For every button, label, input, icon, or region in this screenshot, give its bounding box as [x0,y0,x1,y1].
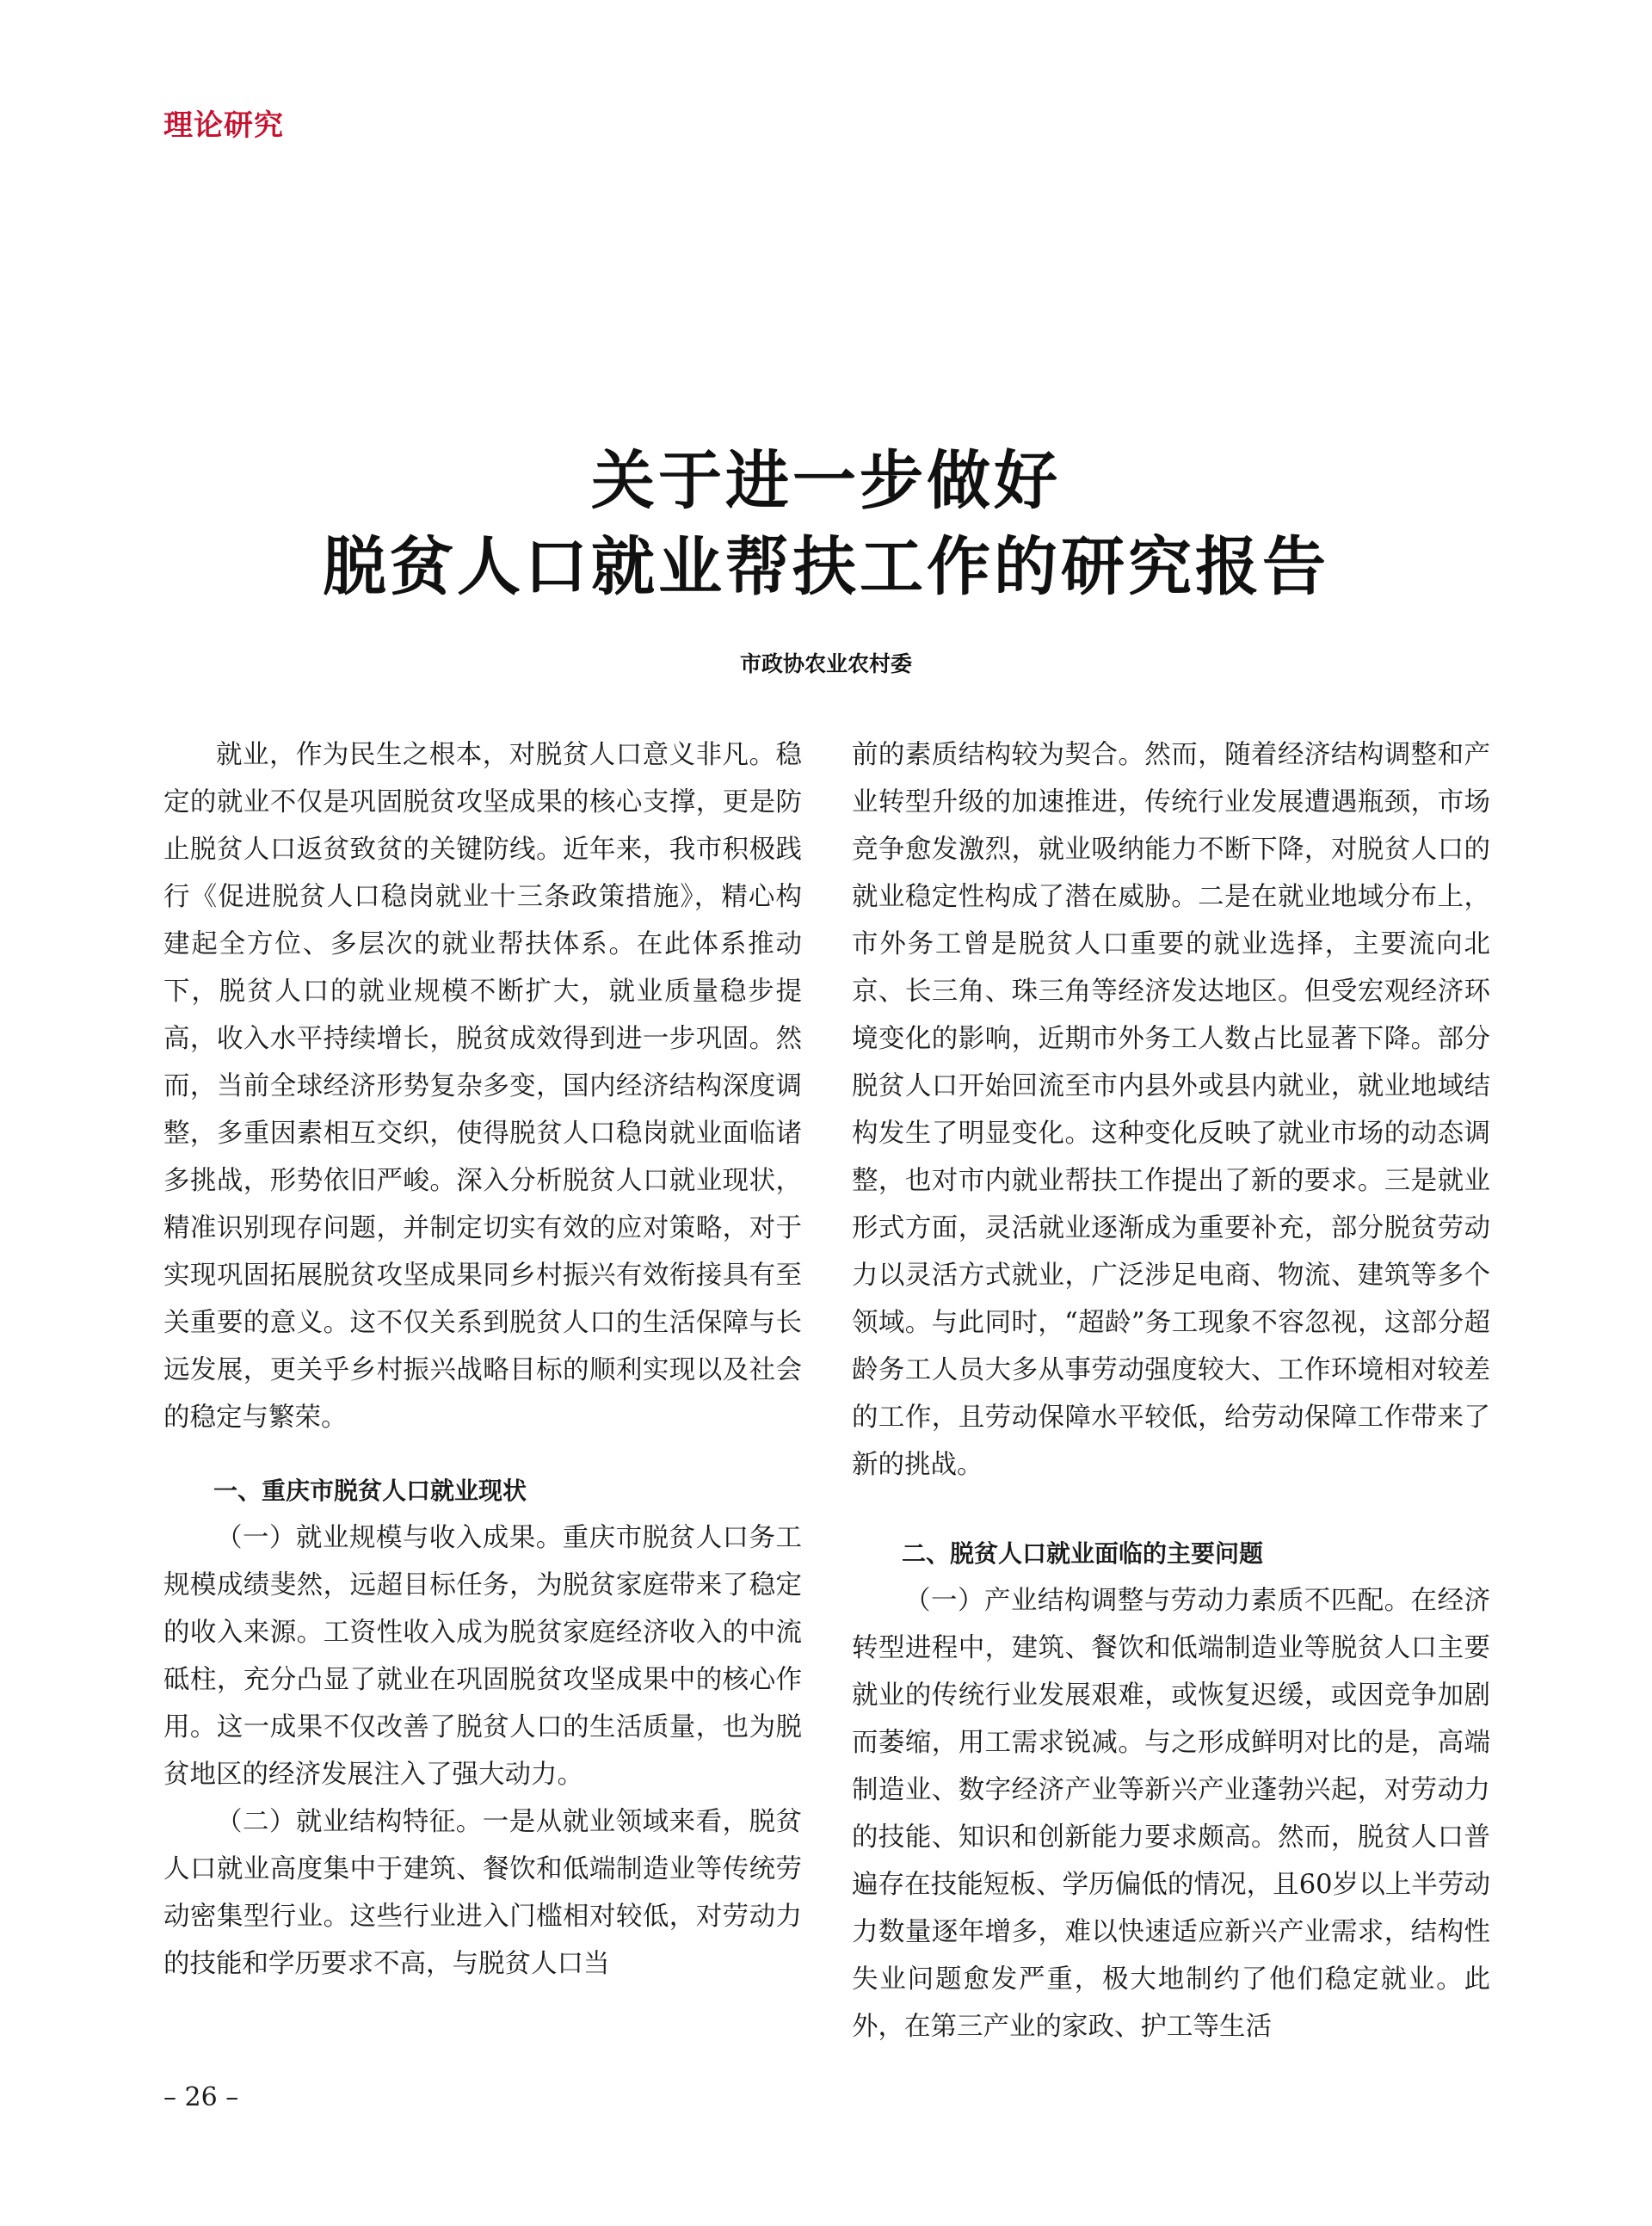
article-author: 市政协农业农村委 [739,651,912,676]
paragraph-industry-mismatch: （一）产业结构调整与劳动力素质不匹配。在经济转型进程中，建筑、餐饮和低端制造业等脱贫人口主要就业的传统行业发展艰难，或恢复迟缓，或因竞争加剧而萎缩，用工需求锐减。与之形成鲜明对比的是，高端制造业、数字经济产业等新兴产业蓬勃兴起，对劳动力的技能、知识和创新能力要求颇高。然而，脱贫人口普遍存在技能短板、学历偏低的情况，且60岁以上半劳动力数量逐年增多，难以快速适应新兴产业需求，结构性失业问题愈发严重，极大地制约了他们稳定就业。此外，在第三产业的家政、护工等生活 [852,1586,1490,2042]
article-title-line-2: 脱贫人口就业帮扶工作的研究报告 [323,530,1329,604]
article-title-line-1: 关于进一步做好 [591,444,1061,518]
paragraph-employment-scale: （一）就业规模与收入成果。重庆市脱贫人口务工规模成绩斐然，远超目标任务，为脱贫家庭带来了稳定的收入来源。工资性收入成为脱贫家庭经济收入的中流砥柱，充分凸显了就业在巩固脱贫攻坚成果中的核心作用。这一成果不仅改善了脱贫人口的生活质量，也为脱贫地区的经济发展注入了强大动力。 [163,1523,802,1790]
left-column [163,731,802,1988]
section-heading-2: 二、脱贫人口就业面临的主要问题 [902,1539,1264,1568]
section-label: 理论研究 [163,108,284,143]
right-column [852,731,1490,2050]
page-number: – 26 – [163,2082,239,2112]
section-heading-1: 一、重庆市脱贫人口就业现状 [213,1477,527,1505]
intro-paragraph: 就业，作为民生之根本，对脱贫人口意义非凡。稳定的就业不仅是巩固脱贫攻坚成果的核心支撑，更是防止脱贫人口返贫致贫的关键防线。近年来，我市积极践行《促进脱贫人口稳岗就业十三条政策措施》，精心构建起全方位、多层次的就业帮扶体系。在此体系推动下，脱贫人口的就业规模不断扩大，就业质量稳步提高，收入水平持续增长，脱贫成效得到进一步巩固。然而，当前全球经济形势复杂多变，国内经济结构深度调整，多重因素相互交织，使得脱贫人口稳岗就业面临诸多挑战，形势依旧严峻。深入分析脱贫人口就业现状，精准识别现存问题，并制定切实有效的应对策略，对于实现巩固拓展脱贫攻坚成果同乡村振兴有效衔接具有至关重要的意义。这不仅关系到脱贫人口的生活保障与长远发展，更关乎乡村振兴战略目标的顺利实现以及社会的稳定与繁荣。 [163,740,802,1433]
paragraph-continued: 前的素质结构较为契合。然而，随着经济结构调整和产业转型升级的加速推进，传统行业发展遭遇瓶颈，市场竞争愈发激烈，就业吸纳能力不断下降，对脱贫人口的就业稳定性构成了潜在威胁。二是在就业地域分布上，市外务工曾是脱贫人口重要的就业选择，主要流向北京、长三角、珠三角等经济发达地区。但受宏观经济环境变化的影响，近期市外务工人数占比显著下降。部分脱贫人口开始回流至市内县外或县内就业，就业地域结构发生了明显变化。这种变化反映了就业市场的动态调整，也对市内就业帮扶工作提出了新的要求。三是就业形式方面，灵活就业逐渐成为重要补充，部分脱贫劳动力以灵活方式就业，广泛涉足电商、物流、建筑等多个领域。与此同时，“超龄”务工现象不容忽视，这部分超龄务工人员大多从事劳动强度较大、工作环境相对较差的工作，且劳动保障水平较低，给劳动保障工作带来了新的挑战。 [852,740,1490,1480]
paragraph-employment-structure: （二）就业结构特征。一是从就业领域来看，脱贫人口就业高度集中于建筑、餐饮和低端制造业等传统劳动密集型行业。这些行业进入门槛相对较低，对劳动力的技能和学历要求不高，与脱贫人口当 [163,1807,802,1979]
